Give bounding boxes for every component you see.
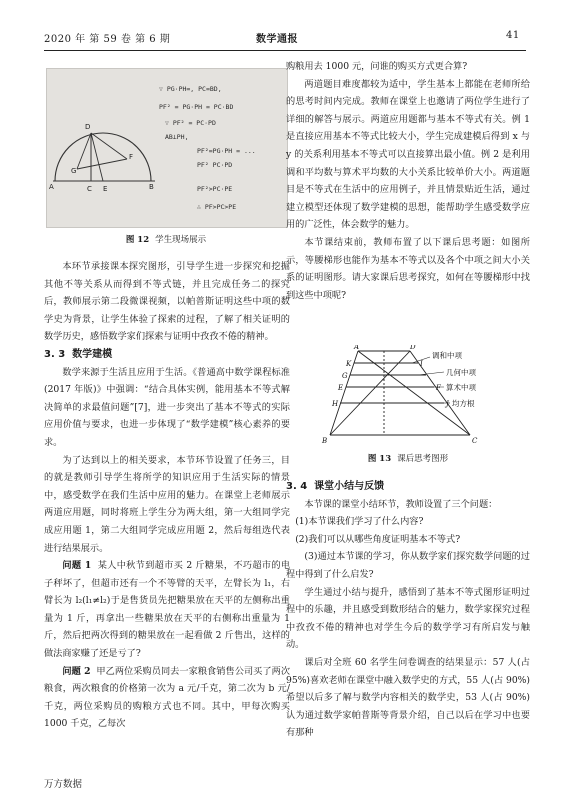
legend-rms: 均方根 xyxy=(452,399,475,408)
figure-13-caption xyxy=(286,452,530,464)
legend-geometric: 几何中项 xyxy=(446,368,476,377)
paragraph: 购粮用去 1000 元，问谁的购买方式更合算? xyxy=(286,61,468,72)
figure-13-caption-text: 课后思考图形 xyxy=(397,454,449,464)
figure-12-caption-text: 学生现场展示 xyxy=(155,235,207,245)
paragraph: 为了达到以上的相关要求，本节环节设置了任务三，目的就是教师引导学生将所学的知识应用于生活实际的情景中，感受数学在我们生活中应用的魅力。在课堂上老师展示两道应用题，同时将班上学生分为两大组，第一大组同学完成应用题 1，第二大组同学完成应用题 2，然后每组选代表进行结果展示。 xyxy=(44,454,290,554)
problem-1-label: 问题 1 xyxy=(62,560,92,572)
question-3: (3)通过本节课的学习，你从数学家们探究数学问题的过程中得到了什么启发? xyxy=(286,551,530,580)
whiteboard-sketch xyxy=(47,69,287,227)
vertex-b: B xyxy=(322,437,328,445)
paragraph: 本节课的课堂小结环节，教师设置了三个问题： xyxy=(304,498,498,510)
vertex-f: F xyxy=(436,384,441,392)
vertex-d: D xyxy=(410,345,416,351)
problem-1-text: 某人中秋节到超市买 2 斤糖果，不巧超市的电子秤坏了，但超市还有一个不等臂的天平，左臂长为 l₁，右臂长为 l₂(l₁≠l₂)于是售货员先把糖果放在天平的左侧称出重量为 1 斤，再拿出一些糖果放在天平的右侧称出重量为 1 斤，然后把两次得到的糖果放在一起看做 2 斤售出，这样的做法商家赚了还是亏了? xyxy=(44,560,291,660)
board-line-6: PF² PC·PD xyxy=(197,161,233,169)
vertex-h: H xyxy=(332,400,339,408)
problem-2-label: 问题 2 xyxy=(62,665,91,677)
board-line-5: PF²=PG·PH = ... xyxy=(197,147,256,155)
left-column xyxy=(44,258,290,733)
figure-13-number: 图 13 xyxy=(367,454,392,464)
label-f: F xyxy=(129,153,134,161)
vertex-a: A xyxy=(354,345,360,351)
paragraph: 学生通过小结与提升，感悟到了基本不等式图形证明过程中的乐趣，并且感受到数形结合的魅力，数学家探究过程中孜孜不倦的精神也对学生今后的数学学习有所启发与触动。 xyxy=(286,586,530,651)
legend-arithmetic: 算术中项 xyxy=(446,383,476,392)
board-line-2: PF² = PG·PH = PC·BD xyxy=(159,103,234,111)
figure-12-photo xyxy=(46,68,288,228)
section-title: 课堂小结与反馈 xyxy=(314,481,385,492)
section-3-3-heading xyxy=(44,346,290,364)
paragraph: 数学来源于生活且应用于生活。《普通高中数学课程标准(2017 年版)》中强调：“结合具体实例，能用基本不等式解决简单的求最值问题”[7]，进一步突出了基本不等式的实际应用价值与要求，也进一步体现了“数学建模”核心素养的要求。 xyxy=(44,366,290,448)
right-column-top xyxy=(286,58,530,304)
paragraph: 课后对全班 60 名学生问卷调查的结果显示：57 人(占 95%)喜欢老师在课堂中融入数学史的方式，55 人(占 90%)希望以后多了解与数学内容相关的数学史，53 人(占 90%)认为通过数学家帕普斯等背景介绍，自己以后在学习中也要有那种 xyxy=(286,656,530,739)
vertex-j: J xyxy=(446,400,449,408)
legend-harmonic: 调和中项 xyxy=(432,351,462,360)
right-column-bottom xyxy=(286,478,530,742)
board-line-1: ∵ PG·PH=, PC=BD, xyxy=(159,85,222,93)
figure-13-trapezoid xyxy=(318,345,498,445)
header-rule xyxy=(44,50,526,51)
board-line-7: PF²>PC·PE xyxy=(197,185,233,193)
paragraph: 本环节承接课本探究图形，引导学生进一步探究和挖掘其他不等关系从而得到不等式链，并且完成任务二的探究后，教师展示第二段微课视频，以帕普斯证明这些中项的数学史为背景，让学生体验了探索的过程，了解了相关证明的数学历史，感悟数学家们探索与证明中孜孜不倦的精神。 xyxy=(44,261,290,343)
section-number: 3. 3 xyxy=(44,348,66,360)
vertex-i: I xyxy=(420,360,423,368)
question-1: (1)本节课我们学习了什么内容? xyxy=(295,516,424,528)
page-number: 41 xyxy=(506,30,520,41)
vertex-e: E xyxy=(338,384,344,392)
paragraph: 本节课结束前，教师布置了以下课后思考题：如图所示，等腰梯形也能作为基本不等式以及各个中项之间大小关系的证明图形。请大家课后思考探究，如何在等腰梯形中找到这些中项呢? xyxy=(286,236,530,301)
board-line-3: ∵ PF² = PC·PD xyxy=(165,119,216,127)
section-number: 3. 4 xyxy=(286,481,308,492)
label-d: D xyxy=(85,123,91,131)
label-g: G xyxy=(71,167,77,175)
label-e: E xyxy=(103,185,108,193)
problem-2 xyxy=(44,663,290,733)
footer-source: 万方数据 xyxy=(44,779,83,790)
label-a: A xyxy=(49,183,54,191)
board-line-4: AB⊥PH, xyxy=(165,133,189,141)
vertex-k: K xyxy=(346,360,352,368)
label-c: C xyxy=(87,185,92,193)
journal-title: 数学通报 xyxy=(256,34,298,45)
problem-1 xyxy=(44,557,290,663)
question-2: (2)我们可以从哪些角度证明基本不等式? xyxy=(295,533,461,545)
paragraph: 两道题目难度都较为适中，学生基本上都能在老师所给的思考时间内完成。教师在课堂上也邀请了两位学生进行了详细的解答与展示。两道应用题都与基本不等式有关。例 1 是直接应用基本不等式比较大小，学生完成建模后得到 x 与 y 的关系利用基本不等式可以直接算出最小值。例 2 是利用调和平均数与算术平均数的大小关系比较单价大小。两道题目是不等式在生活中的应用例子，并且情景贴近生活，通过建立模型还体现了数学建模的思想，能帮助学生感受数学应用的广泛性，体会数学的魅力。 xyxy=(286,78,530,231)
problem-2-text: 甲乙两位采购员同去一家粮食销售公司买了两次粮食，两次粮食的价格第一次为 a 元/千克，第二次为 b 元/千克，两位采购员的购粮方式也不同。其中，甲每次购买 1000 千克，乙每次 xyxy=(44,665,291,730)
label-b: B xyxy=(149,183,154,191)
running-header-left: 2020 年 第 59 卷 第 6 期 xyxy=(44,34,171,45)
board-line-8: ∴ PF>PC>PE xyxy=(197,203,237,211)
vertex-c: C xyxy=(472,437,478,445)
figure-12-caption xyxy=(46,233,286,245)
figure-12-number: 图 12 xyxy=(125,235,150,245)
section-3-4-heading xyxy=(286,478,530,496)
vertex-g: G xyxy=(342,372,348,380)
section-title: 数学建模 xyxy=(72,348,113,360)
